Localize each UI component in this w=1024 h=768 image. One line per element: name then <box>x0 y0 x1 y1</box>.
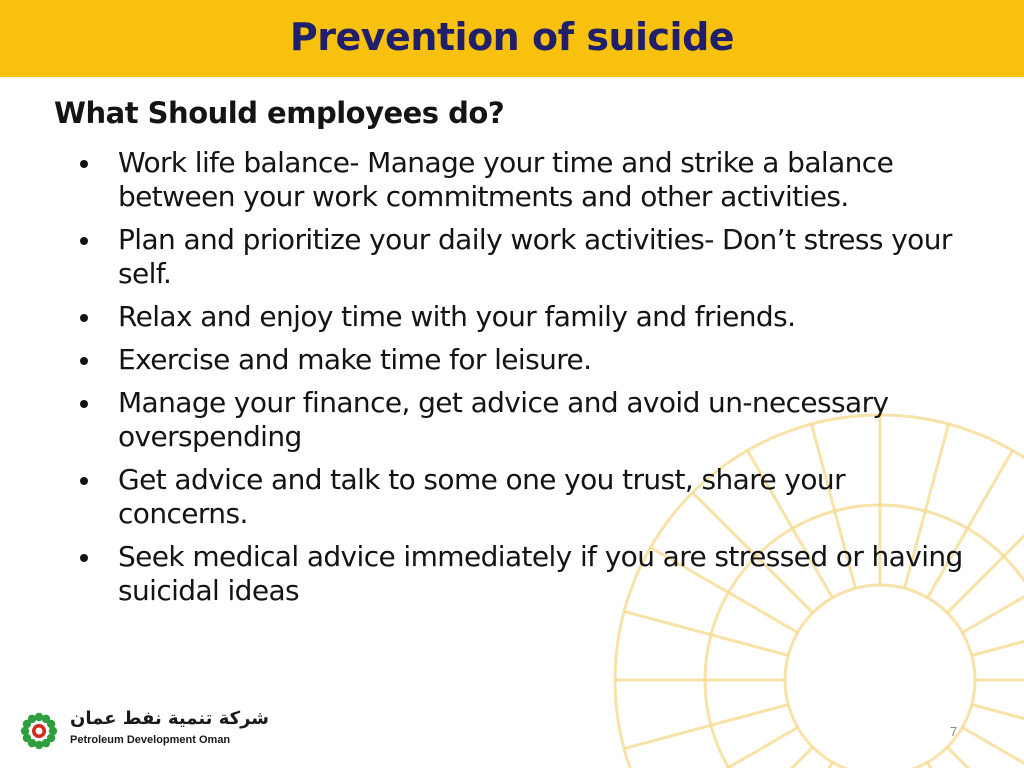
logo-english-text: Petroleum Development Oman <box>70 734 231 746</box>
slide-title: Prevention of suicide <box>289 15 735 59</box>
company-logo <box>18 708 269 752</box>
bullet-dot-icon <box>80 314 88 322</box>
list-item-text: Exercise and make time for leisure. <box>118 343 592 376</box>
logo-arabic-text: شركة تنمية نفط عمان <box>70 708 269 729</box>
list-item <box>78 386 968 454</box>
bullet-dot-icon <box>80 554 88 562</box>
bullet-dot-icon <box>80 160 88 168</box>
page-number: 7 <box>950 724 958 739</box>
bullet-dot-icon <box>80 477 88 485</box>
list-item <box>78 463 968 531</box>
list-item-text: Plan and prioritize your daily work activities- Don’t stress your self. <box>118 223 952 290</box>
bullet-dot-icon <box>80 400 88 408</box>
list-item-text: Seek medical advice immediately if you are stressed or having suicidal ideas <box>118 540 963 607</box>
list-item <box>78 146 968 214</box>
list-item-text: Work life balance- Manage your time and strike a balance between your work commitments and other activities. <box>118 146 894 213</box>
pdo-logo-icon <box>18 710 60 752</box>
list-item <box>78 540 968 608</box>
list-item <box>78 300 968 334</box>
bullet-dot-icon <box>80 357 88 365</box>
list-item-text: Relax and enjoy time with your family and friends. <box>118 300 796 333</box>
title-bar <box>0 0 1024 80</box>
list-item-text: Get advice and talk to some one you trust, share your concerns. <box>118 463 845 530</box>
list-item-text: Manage your finance, get advice and avoid un-necessary overspending <box>118 386 889 453</box>
bullet-list <box>78 146 968 617</box>
bullet-dot-icon <box>80 237 88 245</box>
list-item <box>78 343 968 377</box>
section-heading: What Should employees do? <box>54 96 505 130</box>
list-item <box>78 223 968 291</box>
